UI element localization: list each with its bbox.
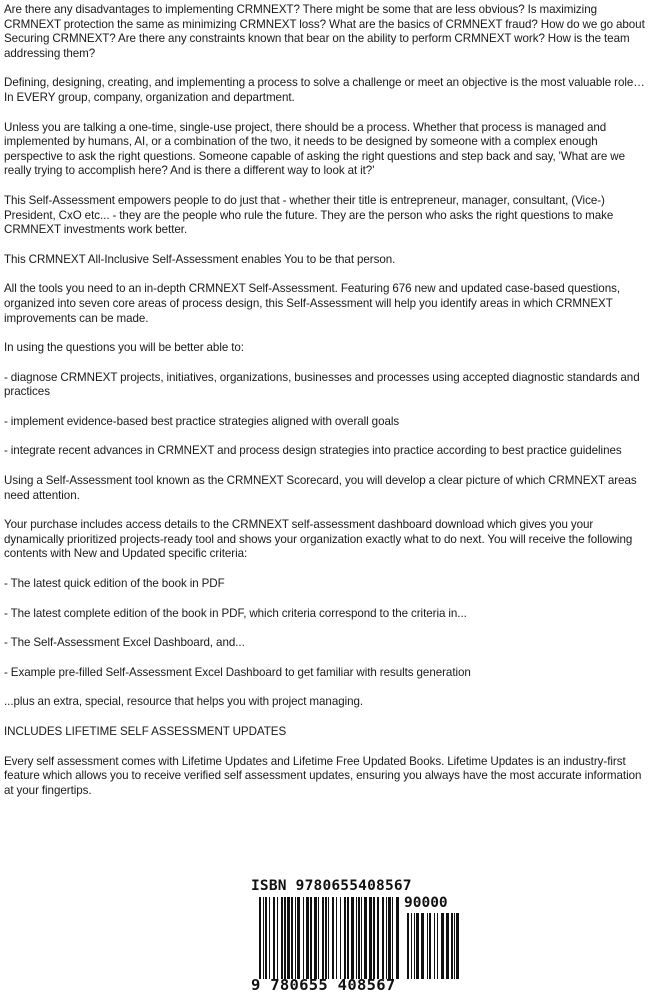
paragraph-enables: This CRMNEXT All-Inclusive Self-Assessment enables You to be that person. xyxy=(4,252,396,266)
paragraph-extra-resource: ...plus an extra, special, resource that helps you with project managing. xyxy=(4,695,364,709)
list-item-integrate: - integrate recent advances in CRMNEXT and process design strategies into practice according to best practice guidelines xyxy=(4,444,622,458)
back-cover-text xyxy=(4,3,646,813)
list-item-example-dashboard: - Example pre-filled Self-Assessment Excel Dashboard to get familiar with results generation xyxy=(4,665,471,679)
ean-barcode-bars xyxy=(259,897,399,979)
list-item-quick-edition: - The latest quick edition of the book in PDF xyxy=(4,577,225,591)
list-item-diagnose: - diagnose CRMNEXT projects, initiatives, organizations, businesses and processes using accepted diagnostic standards and practices xyxy=(4,370,640,399)
paragraph-empowers: This Self-Assessment empowers people to do just that - whether their title is entrepreneur, manager, consultant, (Vice-) President, CxO etc... - they are the people who rule the future. They are the person who asks the right questions to make CRMNEXT investments work better. xyxy=(4,193,614,237)
list-item-complete-edition: - The latest complete edition of the book in PDF, which criteria correspond to the criteria in... xyxy=(4,606,467,620)
price-code: 90000 xyxy=(404,895,448,911)
paragraph-scorecard: Using a Self-Assessment tool known as the CRMNEXT Scorecard, you will develop a clear picture of which CRMNEXT areas need attention. xyxy=(4,474,637,502)
addon-barcode-bars xyxy=(407,913,459,979)
paragraph-intro-questions: Are there any disadvantages to implementing CRMNEXT? There might be some that are less obvious? Is maximizing CRMNEXT protection the same as minimizing CRMNEXT loss? What are the basics of CRMNEXT fraud? How do we go about Securing CRMNEXT? Are there any constraints known that bear on the ability to perform CRMNEXT work? How is the team addressing them? xyxy=(4,3,645,60)
list-item-dashboard: - The Self-Assessment Excel Dashboard, and... xyxy=(4,636,245,650)
ean-digits: 9 780655 408567 xyxy=(251,976,396,994)
isbn-barcode xyxy=(251,878,465,996)
paragraph-process: Unless you are talking a one-time, single-use project, there should be a process. Whether that process is managed and implemented by humans, AI, or a combination of the two, it needs to be designed by someone with a complex enough perspective to ask the right questions. Someone capable of asking the right questions and step back and say, 'What are we really trying to accomplish here? And is there a different way to look at it?' xyxy=(4,120,625,178)
paragraph-purchase: Your purchase includes access details to the CRMNEXT self-assessment dashboard download which gives you your dynamically prioritized projects-ready tool and shows your organization exactly what to do next. You will receive the following contents with New and Updated specific criteria: xyxy=(4,518,633,561)
paragraph-tools: All the tools you need to an in-depth CRMNEXT Self-Assessment. Featuring 676 new and updated case-based questions, organized into seven core areas of process design, this Self-Assessment will help you identify areas in which CRMNEXT improvements can be made. xyxy=(4,282,621,325)
paragraph-lifetime-heading: INCLUDES LIFETIME SELF ASSESSMENT UPDATES xyxy=(4,725,287,738)
list-item-implement: - implement evidence-based best practice strategies aligned with overall goals xyxy=(4,414,400,428)
isbn-label: ISBN 9780655408567 xyxy=(251,878,412,894)
paragraph-using-questions: In using the questions you will be better able to: xyxy=(4,341,244,355)
paragraph-valuable-role: Defining, designing, creating, and implementing a process to solve a challenge or meet an objective is the most valuable role… In EVERY group, company, organization and department. xyxy=(4,76,645,104)
paragraph-lifetime-updates: Every self assessment comes with Lifetime Updates and Lifetime Free Updated Books. Lifetime Updates is an industry-first feature which allows you to receive verified self assessment updates, ensuring you always have the most accurate information at your fingertips. xyxy=(4,754,642,797)
